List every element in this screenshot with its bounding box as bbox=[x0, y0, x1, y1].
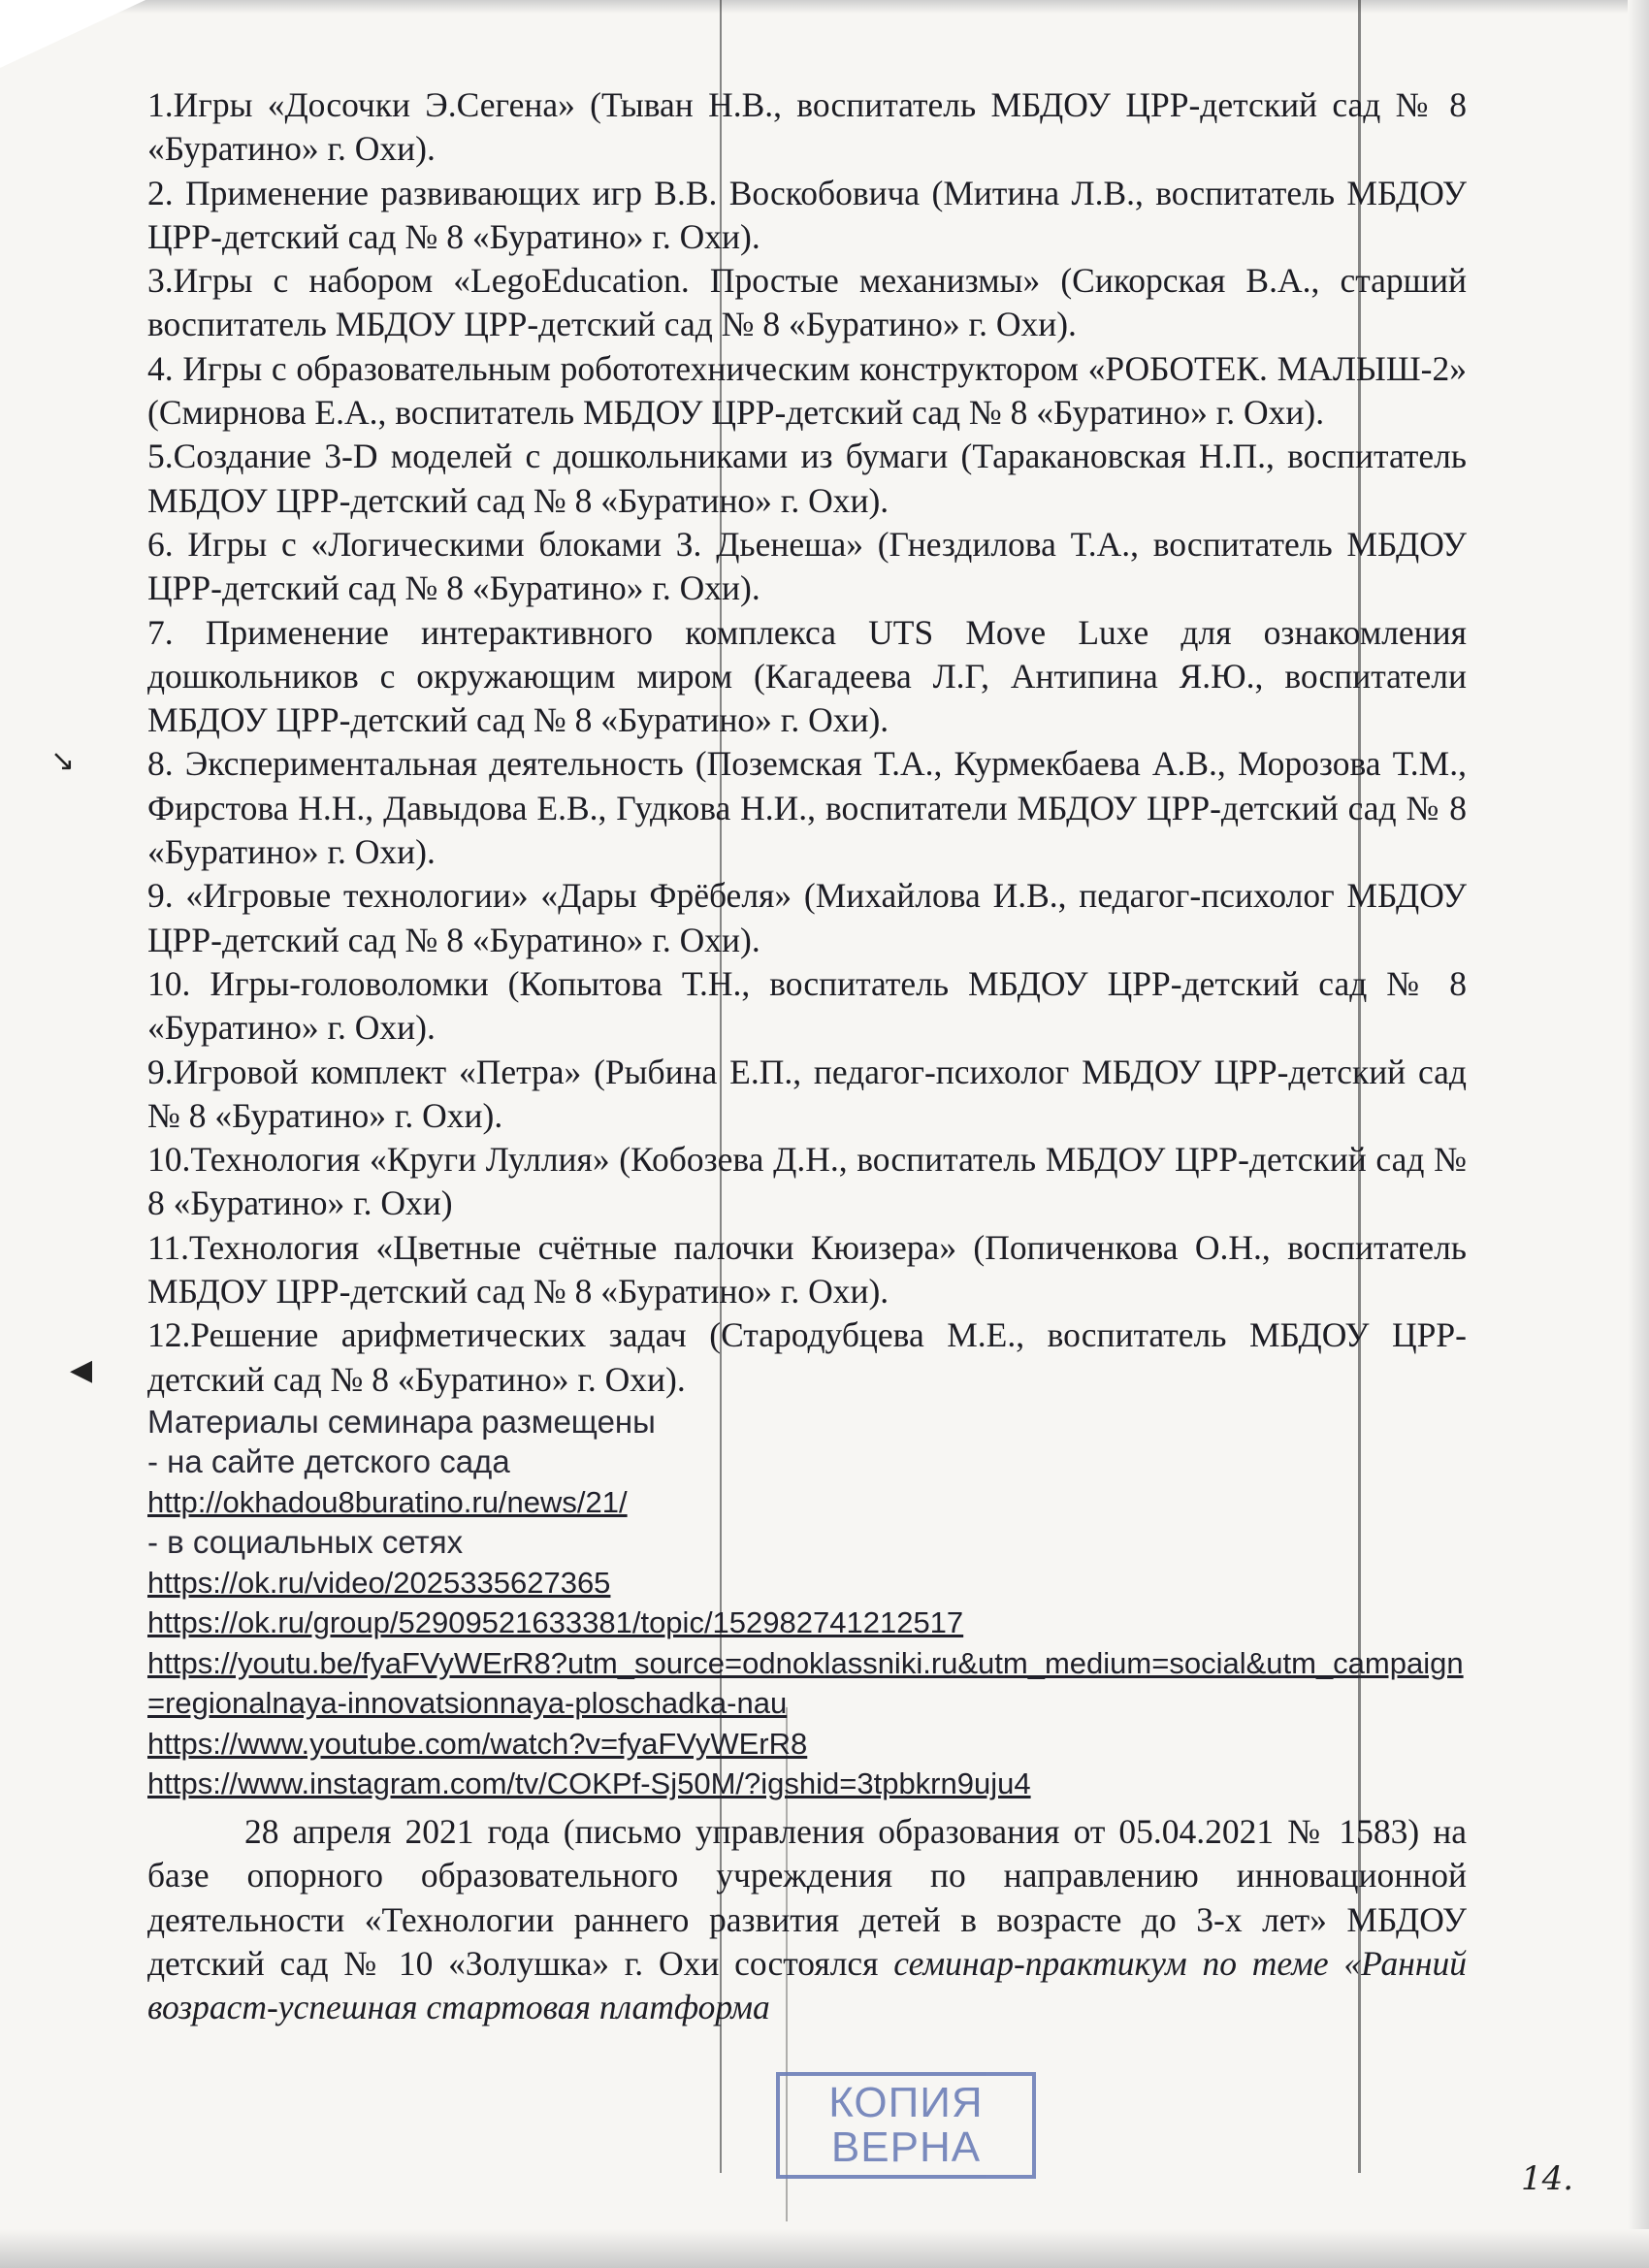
social-link-youtube[interactable]: https://www.youtube.com/watch?v=fyaFVyWErR8 bbox=[147, 1726, 808, 1761]
folded-corner bbox=[0, 0, 146, 68]
stamp-line-2: ВЕРНА bbox=[830, 2123, 982, 2171]
page-number: 14. bbox=[1521, 2159, 1574, 2198]
site-link[interactable]: http://okhadou8buratino.ru/news/21/ bbox=[147, 1484, 628, 1519]
list-item: 4. Игры с образовательным робототехническим конструктором «РОБОТЕК. МАЛЫШ-2» (Смирнова Е.А., воспитатель МБДОУ ЦРР-детский сад № 8 «Буратино» г. Охи). bbox=[147, 348, 1467, 433]
social-link-youtu-be[interactable]: https://youtu.be/fyaFVyWErR8?utm_source=odnoklassniki.ru&utm_medium=social&utm_campaign=regionalnaya-innovatsionnaya-ploschadka-nau bbox=[147, 1645, 1464, 1721]
materials-section bbox=[147, 1402, 1467, 1804]
social-link-ok-video[interactable]: https://ok.ru/video/2025335627365 bbox=[147, 1565, 611, 1600]
stamp-line-1: КОПИЯ bbox=[828, 2079, 984, 2126]
list-item: 1.Игры «Досочки Э.Сегена» (Тыван Н.В., воспитатель МБДОУ ЦРР-детский сад № 8 «Буратино» г. Охи). bbox=[147, 85, 1467, 169]
list-item: 10. Игры-головоломки (Копытова Т.Н., воспитатель МБДОУ ЦРР-детский сад № 8 «Буратино» г. Охи). bbox=[147, 963, 1467, 1048]
list-item: 12.Решение арифметических задач (Стародубцева М.Е., воспитатель МБДОУ ЦРР-детский сад № 8 «Буратино» г. Охи). bbox=[147, 1315, 1467, 1399]
scan-speck: ↘ bbox=[50, 744, 76, 778]
scan-edge-right bbox=[1628, 0, 1649, 2268]
social-link-ok-group[interactable]: https://ok.ru/group/52909521633381/topic/152982741212517 bbox=[147, 1605, 964, 1640]
list-item: 11.Технология «Цветные счётные палочки Кюизера» (Попиченкова О.Н., воспитатель МБДОУ ЦРР-детский сад № 8 «Буратино» г. Охи). bbox=[147, 1227, 1467, 1312]
paragraph-italic-text: семинар-практикум по теме «Ранний возраст-успешная стартовая платформа bbox=[147, 1943, 1467, 2027]
list-item: 5.Создание 3-D моделей с дошкольниками из бумаги (Таракановская Н.П., воспитатель МБДОУ ЦРР-детский сад № 8 «Буратино» г. Охи). bbox=[147, 437, 1467, 520]
scan-edge-top bbox=[0, 0, 1649, 14]
list-item: 7. Применение интерактивного комплекса UTS Move Luxe для ознакомления дошкольников с окружающим миром (Кагадеева Л.Г, Антипина Я.Ю., воспитатели МБДОУ ЦРР-детский сад № 8 «Буратино» г. Охи). bbox=[147, 612, 1467, 740]
list-item: 9.Игровой комплект «Петра» (Рыбина Е.П., педагог-психолог МБДОУ ЦРР-детский сад № 8 «Буратино» г. Охи). bbox=[147, 1052, 1467, 1135]
list-item: 10.Технология «Круги Луллия» (Кобозева Д.Н., воспитатель МБДОУ ЦРР-детский сад № 8 «Буратино» г. Охи) bbox=[147, 1140, 1467, 1223]
seminar-paragraph bbox=[147, 1810, 1467, 2029]
paragraph-text: 28 апреля 2021 года (письмо управления образования от 05.04.2021 № 1583) на базе опорного образовательного учреждения по направлению инновационной деятельности «Технологии раннего развития детей в возрасте до 3-х лет» МБДОУ детский сад № 10 «Золушка» г. Охи состоялся bbox=[147, 1811, 1467, 1983]
copy-certified-stamp bbox=[776, 2072, 1036, 2179]
social-label: - в социальных сетях bbox=[147, 1524, 464, 1561]
scan-edge-bottom bbox=[0, 2229, 1649, 2268]
list-item: 8. Экспериментальная деятельность (Поземская Т.А., Курмекбаева А.В., Морозова Т.М., Фирстова Н.Н., Давыдова Е.В., Гудкова Н.И., воспитатели МБДОУ ЦРР-детский сад № 8 «Буратино» г. Охи). bbox=[147, 744, 1467, 872]
site-label: - на сайте детского сада bbox=[147, 1443, 510, 1480]
list-item: 6. Игры с «Логическими блоками З. Дьенеша» (Гнездилова Т.А., воспитатель МБДОУ ЦРР-детский сад № 8 «Буратино» г. Охи). bbox=[147, 524, 1467, 608]
list-item: 3.Игры с набором «LegoEducation. Простые механизмы» (Сикорская В.А., старший воспитатель МБДОУ ЦРР-детский сад № 8 «Буратино» г. Охи). bbox=[147, 261, 1467, 344]
scan-speck: ◀ bbox=[70, 1353, 93, 1387]
social-link-instagram[interactable]: https://www.instagram.com/tv/COKPf-Sj50M/?igshid=3tpbkrn9uju4 bbox=[147, 1766, 1031, 1801]
list-item: 9. «Игровые технологии» «Дары Фрёбеля» (Михайлова И.В., педагог-психолог МБДОУ ЦРР-детский сад № 8 «Буратино» г. Охи). bbox=[147, 876, 1467, 959]
list-item: 2. Применение развивающих игр В.В. Воскобовича (Митина Л.В., воспитатель МБДОУ ЦРР-детский сад № 8 «Буратино» г. Охи). bbox=[147, 173, 1467, 256]
materials-heading: Материалы семинара размещены bbox=[147, 1403, 656, 1440]
document-body bbox=[147, 83, 1467, 2064]
